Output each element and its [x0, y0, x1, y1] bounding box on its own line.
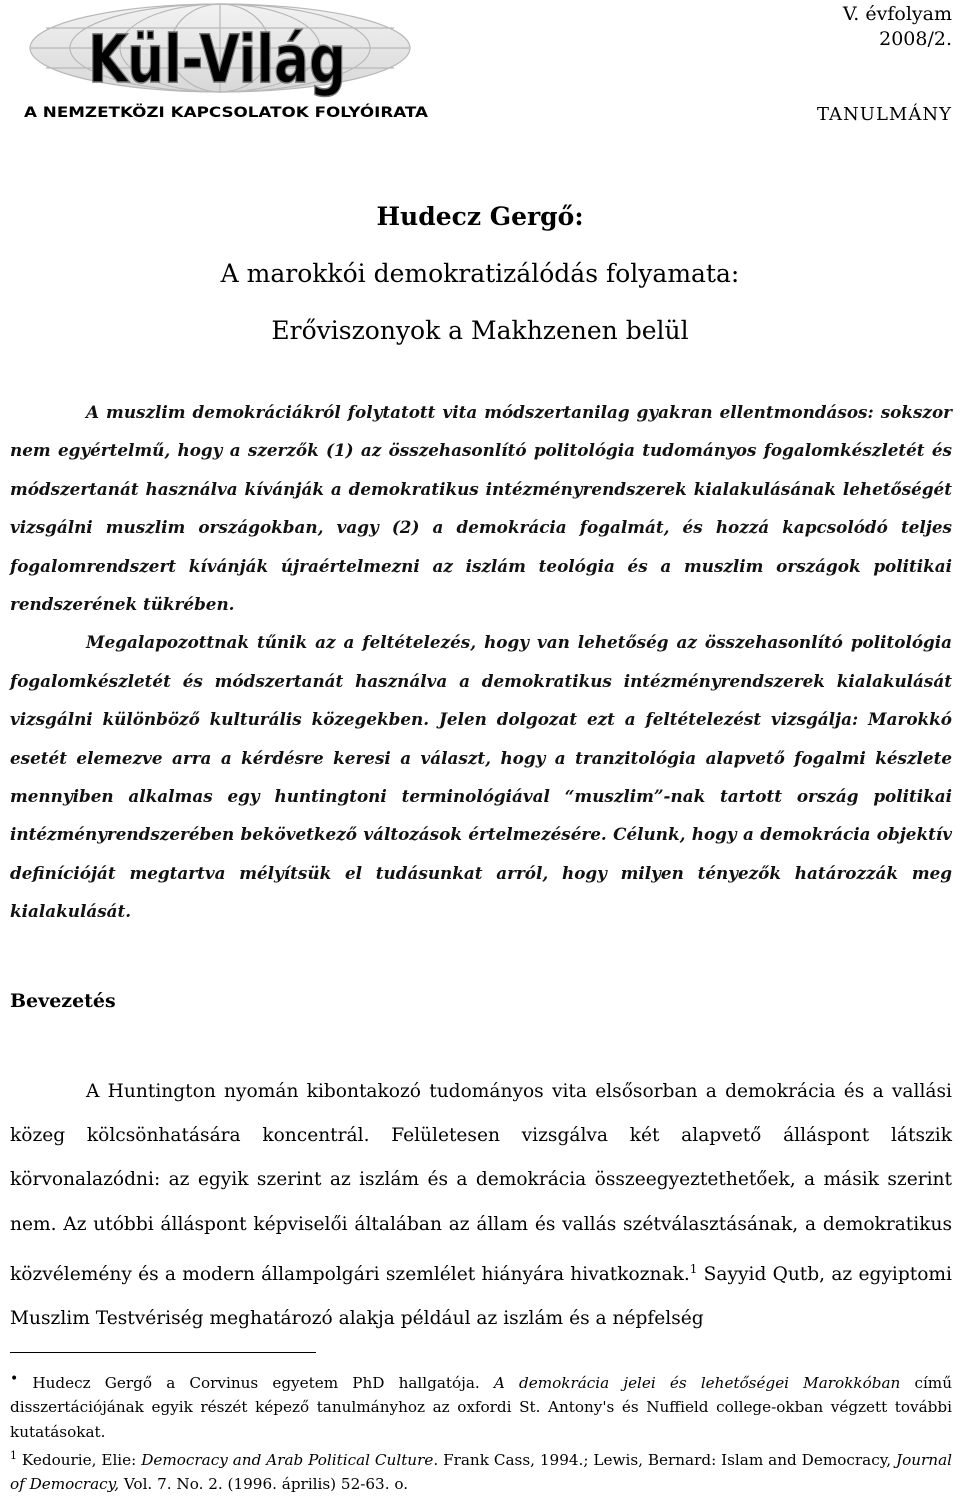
abstract-paragraph-2: Megalapozottnak tűnik az a feltételezés, hogy van lehetőség az összehasonlító politológia fogalomkészletét és módszertanát használva a demokratikus intézményrendszerek kialakulását vizsgálni különböző kulturális közegekben. Jelen dolgozat ezt a feltételezést vizsgálja: Marokkó esetét elemezve arra a kérdésre keresi a választ, hogy a tranzitológia alapvető fogalmi készlete mennyiben alkalmas egy huntingtoni terminológiával “muszlim”-nak tartott ország politikai intézményrendszerében bekövetkező változások értelmezésére. Célunk, hogy a demokrácia objektív definícióját megtartva mélyítsük el tudásunkat arról, hogy milyen tényezők határozzák meg kialakulását. [10, 632, 952, 922]
kul-vilag-logo-graphic [10, 0, 430, 122]
footnote-1-text-c: Vol. 7. No. 2. (1996. április) 52-63. o. [119, 1475, 409, 1494]
author-footnote [10, 1367, 952, 1444]
intro-paragraph [10, 1070, 952, 1341]
article-title-line-1: A marokkói demokratizálódás folyamata: [220, 259, 740, 288]
footnote-1-journal: Journal of Democracy, [10, 1450, 952, 1494]
footnote-separator [10, 1352, 316, 1353]
intro-paragraph-text: A Huntington nyomán kibontakozó tudományos vita elsősorban a demokrácia és a vallási közeg kölcsönhatására koncentrál. Felületesen vizsgálva két alapvető álláspont látszik körvonalazódni: az egyik szerint az iszlám és a demokrácia összeegyeztethetőek, a másik szerint nem. Az utóbbi álláspont képviselői általában az állam és vallás szétválasztásának, a demokratikus közvélemény és a modern állampolgári szemlélet hiányára hivatkoznak. [10, 1081, 952, 1285]
footnote-1-text-a: Kedourie, Elie: [17, 1450, 142, 1469]
body-text [10, 1070, 952, 1341]
footnote-ref-1[interactable]: 1 [689, 1261, 698, 1276]
footnotes [10, 1367, 952, 1496]
journal-logo [10, 0, 430, 122]
author-footnote-text-a: Hudecz Gergő a Corvinus egyetem PhD hallgatója. [18, 1374, 494, 1392]
footnote-1-book-title: Democracy and Arab Political Culture [141, 1450, 434, 1469]
footnote-1-number: 1 [10, 1448, 17, 1462]
footnote-1-text-b: . Frank Cass, 1994.; Lewis, Bernard: Islam and Democracy, [433, 1450, 897, 1469]
logo-wordmark: Kül-Világ [88, 21, 346, 98]
footnote-1 [10, 1444, 952, 1496]
article-title-line-2: Erőviszonyok a Makhzenen belül [271, 316, 689, 345]
logo-subtitle: A NEMZETKÖZI KAPCSOLATOK FOLYÓIRATA [24, 105, 362, 121]
author-footnote-text-b: című disszertációjának egyik részét képező tanulmányhoz az oxfordi St. Antony's és Nuffield college-okban végzett további kutatásokat. [10, 1374, 952, 1441]
article-author: Hudecz Gergő: [376, 202, 584, 231]
issue-label: 2008/2. [879, 28, 952, 50]
volume-label: V. évfolyam [842, 3, 952, 25]
volume-info [843, 2, 952, 52]
section-heading: Bevezetés [10, 990, 116, 1012]
bullet-mark-icon: • [10, 1371, 19, 1387]
dissertation-title: A demokrácia jelei és lehetőségei Marokkóban [493, 1374, 901, 1392]
abstract-paragraph-1: A muszlim demokráciákról folytatott vita módszertanilag gyakran ellentmondásos: sokszor nem egyértelmű, hogy a szerzők (1) az összehasonlító politológia tudományos fogalomkészletét és módszertanát használva kívánják a demokratikus intézményrendszerek kialakulásának lehetőségét vizsgálni muszlim országokban, vagy (2) a demokrácia fogalmát, és hozzá kapcsolódó teljes fogalomrendszert kívánják újraértelmezni az iszlám teológia és a muszlim országok politikai rendszerének tükrében. [10, 402, 952, 615]
abstract [10, 393, 952, 931]
section-label: TANULMÁNY [817, 104, 952, 125]
intro-paragraph-continued: Sayyid Qutb, az egyiptomi Muszlim Testvériség meghatározó alakja például az iszlám és a népfelség [10, 1263, 952, 1330]
article-title-block [0, 188, 960, 359]
